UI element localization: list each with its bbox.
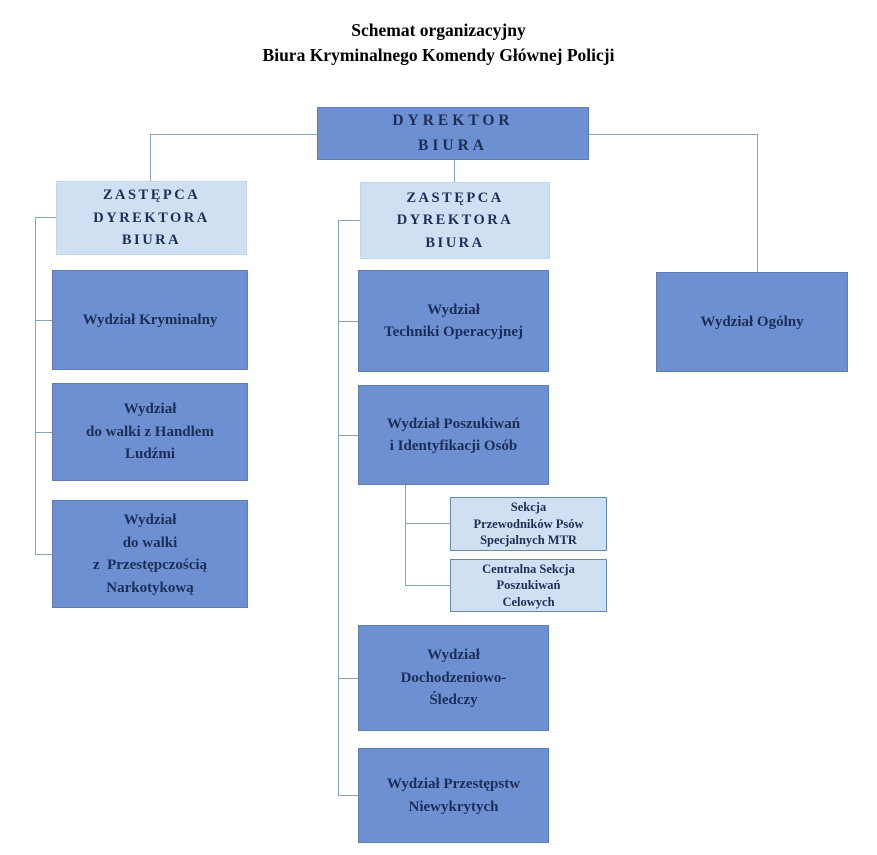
node-label-line: Techniki Operacyjnej [383, 324, 524, 340]
connector-director-to-left-horizontal [150, 134, 317, 135]
connector-sekcja-spine [405, 485, 406, 586]
connector-left-spine [35, 217, 36, 554]
node-label-line: DYREKTORA [93, 209, 210, 226]
node-label-line: do walki [122, 534, 178, 551]
connector-stub-dochodzeniowo [338, 678, 358, 679]
node-sekcja-przewodnikow-psow [450, 497, 607, 551]
node-label-line: Celowych [502, 594, 555, 609]
chart-title-line-1: Schemat organizacyjny [351, 20, 526, 40]
connector-stub-kryminalny [35, 320, 52, 321]
node-label-line: Ludźmi [124, 446, 175, 463]
node-label-line: Sekcja [510, 500, 547, 515]
chart-title [0, 18, 877, 68]
node-wydzial-dochodzeniowo-sledczy [358, 625, 549, 731]
node-label-line: Centralna Sekcja [482, 561, 575, 576]
connector-left-spine-top-stub [35, 217, 56, 218]
node-label-line: Wydział Poszukiwań [386, 415, 521, 432]
node-wydzial-handel-ludzmi [52, 383, 248, 481]
connector-stub-sekcja-psy [405, 523, 450, 524]
node-wydzial-kryminalny [52, 270, 248, 370]
connector-director-to-deputy-left-vertical [150, 134, 151, 181]
node-label-line: Niewykrytych [408, 798, 499, 815]
connector-stub-techniki [338, 321, 358, 322]
chart-title-line-2: Biura Kryminalnego Komendy Głównej Policji [262, 44, 615, 65]
node-label-line: DYREKTORA [396, 212, 514, 229]
node-label-line: BIURA [418, 136, 488, 154]
node-label-line: Wydział [123, 512, 177, 528]
connector-stub-sekcja-centralna [405, 585, 450, 586]
connector-stub-narkotyki [35, 554, 52, 555]
connector-director-to-right-horizontal [589, 134, 757, 135]
node-label-line: ZASTĘPCA [102, 187, 201, 204]
node-label-line: Poszukiwań [496, 578, 561, 593]
node-label-line: Wydział [123, 401, 177, 418]
node-zastepca-dyrektora-biura-middle [360, 182, 550, 259]
node-zastepca-dyrektora-biura-left [56, 181, 247, 255]
node-label-line: BIURA [121, 232, 182, 249]
node-wydzial-poszukiwan [358, 385, 549, 485]
node-label-line: Wydział [427, 301, 480, 318]
node-label-line: z Przestępczością [92, 557, 208, 573]
node-label-line: Wydział [427, 647, 480, 664]
node-label-line: Wydział Kryminalny [82, 311, 218, 328]
node-label-line: Przewodników Psów [473, 516, 584, 531]
node-centralna-sekcja-poszukiwan [450, 559, 607, 612]
node-dyrektor-biura [317, 107, 589, 160]
connector-stub-niewykryte [338, 795, 358, 796]
node-label-line: Wydział Przestępstw [386, 776, 521, 792]
node-label-line: do walki z Handlem [86, 423, 214, 440]
node-label-line: ZASTĘPCA [406, 189, 504, 206]
node-wydzial-ogolny [656, 272, 848, 372]
connector-director-to-ogolny-vertical [757, 134, 758, 272]
connector-stub-handel [35, 432, 52, 433]
node-wydzial-techniki-operacyjnej [358, 270, 549, 372]
connector-stub-poszukiwan [338, 435, 358, 436]
connector-middle-spine [338, 220, 339, 796]
node-label-line: Dochodzeniowo- [400, 669, 507, 686]
connector-director-to-deputy-middle [454, 160, 455, 182]
node-label-line: BIURA [425, 234, 485, 251]
node-label-line: Specjalnych MTR [480, 533, 577, 548]
node-wydzial-przestepstw-niewykrytych [358, 748, 549, 843]
node-wydzial-narkotykowa [52, 500, 248, 608]
node-label-line: i Identyfikacji Osób [389, 438, 518, 454]
node-label-line: Wydział Ogólny [700, 313, 804, 330]
node-label-line: DYREKTOR [392, 112, 514, 130]
connector-middle-spine-top-stub [338, 220, 360, 221]
node-label-line: Śledczy [429, 692, 478, 709]
node-label-line: Narkotykową [106, 579, 194, 596]
